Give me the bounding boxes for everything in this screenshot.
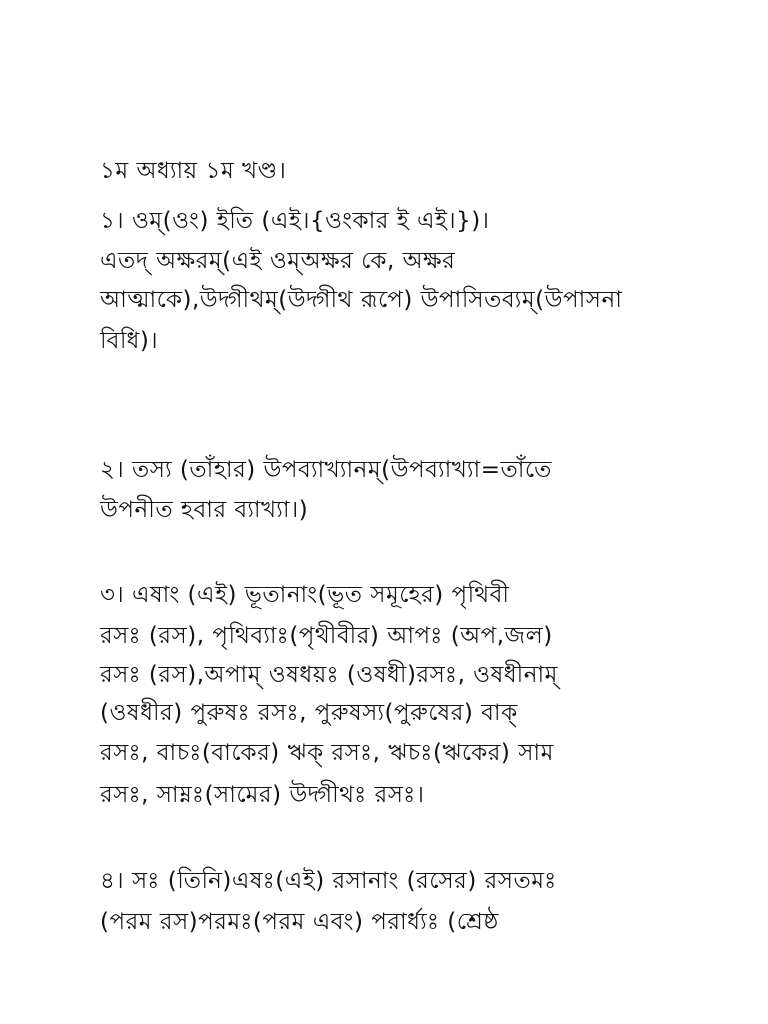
chapter-heading: ১ম অধ্যায় ১ম খণ্ড। (100, 158, 287, 184)
verse-4-line-2: (পরম রস)পরমঃ(পরম এবং) পরার্ধ্যঃ (শ্রেষ্ঠ (100, 909, 499, 935)
verse-3-line-4: (ওষধীর) পুরুষঃ রসঃ, পুরুষস্য(পুরুষের) বাক্ (100, 700, 518, 726)
verse-2-line-1: ২। তস্য (তাঁহার) উপব্যাখ্যানম্(উপব্যাখ্যা=তাঁতে (100, 457, 552, 483)
verse-1-line-3: আত্মাকে),উদ্গীথম্(উদ্গীথ রূপে) উপাসিতব্যম্(উপাসনা (100, 287, 623, 313)
verse-1-line-1: ১। ওম্(ওং) ইতি (এই।{ওংকার ই এই।})। (100, 208, 490, 234)
verse-3-line-1: ৩। এষাং (এই) ভূতানাং(ভূত সমূহের) পৃথিবী (100, 582, 510, 608)
verse-3-line-6: রসঃ, সাম্নঃ(সামের) উদ্গীথঃ রসঃ। (100, 782, 425, 808)
verse-4-line-1: ৪। সঃ (তিনি)এষঃ(এই) রসানাং (রসের) রসতমঃ (100, 868, 557, 894)
verse-1-line-4: বিধি)। (100, 328, 159, 354)
verse-1-line-2: এতদ্ অক্ষরম্(এই ওম্অক্ষর কে, অক্ষর (100, 248, 456, 274)
verse-3-line-2: রসঃ (রস), পৃথিব্যাঃ(পৃথীবীর) আপঃ (অপ,জল) (100, 623, 553, 649)
verse-2-line-2: উপনীত হবার ব্যাখ্যা।) (100, 497, 309, 523)
verse-3-line-5: রসঃ, বাচঃ(বাকের) ঋক্ রসঃ, ঋচঃ(ঋকের) সাম (100, 740, 554, 766)
verse-3-line-3: রসঃ (রস),অপাম্ ওষধয়ঃ (ওষধী)রসঃ, ওষধীনাম্ (100, 662, 558, 688)
